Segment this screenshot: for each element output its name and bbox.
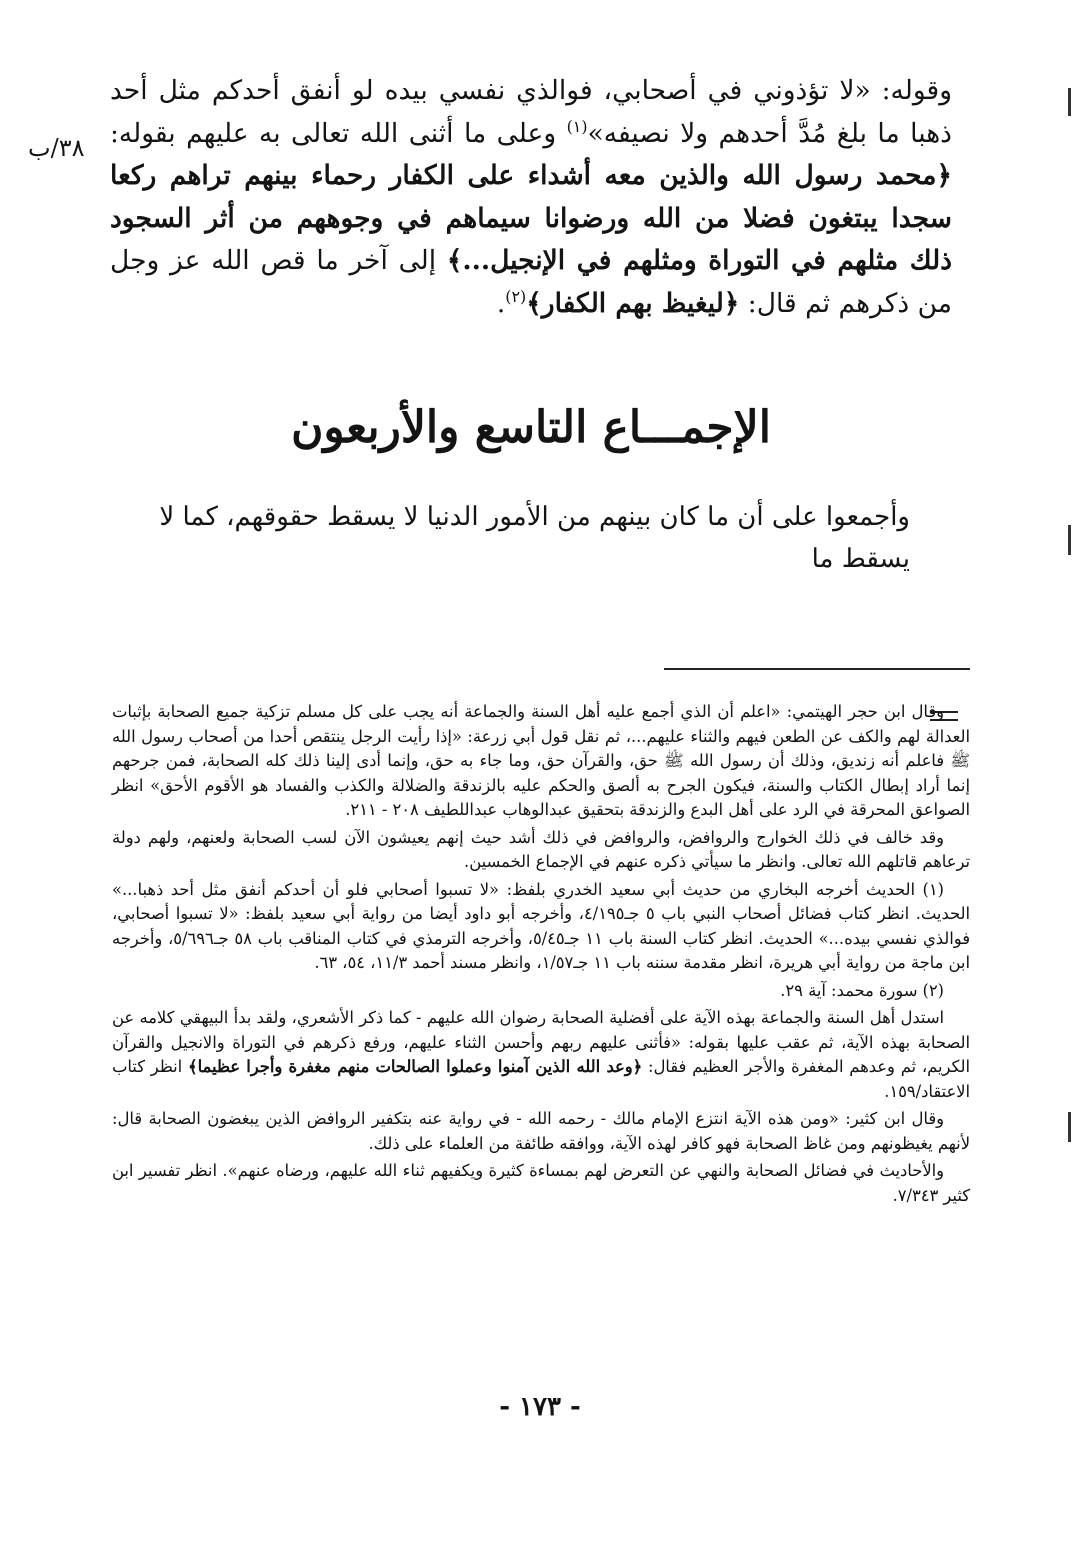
footnote-text: استدل أهل السنة والجماعة بهذه الآية على أفضلية الصحابة رضوان الله عليهم - كما ذكر الأشعري، ولقد بدأ البيهقي كلامه عن الصحابة بهذه الآية، ثم عقب عليها بقوله: «فأثنى عليهم ربهم وأحسن الثناء عليهم، ورفع ذكرهم في التوراة والانجيل والقرآن الكريم، ثم وعدهم المغفرة والأجر العظيم فقال: [112,1008,970,1076]
footnote-separator [664,668,970,670]
footnote-ref: (٢) [505,286,527,306]
footnote-ref: (١) [566,116,588,136]
page-edge-mark [1068,1112,1071,1142]
page-number: - ١٧٣ - [499,1392,581,1422]
footnote-2: (٢) سورة محمد: آية ٢٩. [780,980,944,1000]
quran-verse: ﴿وعد الله الذين آمنوا وعملوا الصالحات منهم مغفرة وأجرا عظيما﴾ [188,1057,643,1076]
main-text-part: وقوله: «لا تؤذوني في أصحابي، فوالذي نفسي بيده لو أنفق أحدكم مثل أحد ذهبا ما بلغ مُدَّ أحدهم ولا نصيفه» [110,75,952,149]
manuscript-folio-ref: ٣٨/ب [28,134,85,162]
main-text-part: وعلى ما أثنى الله تعالى به عليهم بقوله: [110,117,567,149]
page-edge-mark [1068,88,1071,116]
section-heading: الإجمـــاع التاسع والأربعون [291,402,771,453]
page-edge-mark [1068,525,1071,555]
quran-verse: ﴿محمد رسول الله والذين معه أشداء على الكفار رحماء بينهم تراهم ركعا سجدا يبتغون فضلا من الله ورضوانا سيماهم في وجوههم من أثر السجود ذلك مثلهم في التوراة ومثلهم في الإنجيل...﴾ [110,160,952,276]
main-text-part: . [496,287,506,319]
footnote-continuation: وقال ابن حجر الهيتمي: «اعلم أن الذي أجمع عليه أهل السنة والجماعة أنه يجب على كل مسلم تزكية جميع الصحابة بإثبات العدالة لهم والكف عن الطعن فيهم والثناء عليهم...، ثم نقل قول أبي زرعة: «إذا رأيت الرجل ينتقص أحدا من أصحاب رسول الله ﷺ فاعلم أنه زنديق، وذلك أن رسول الله ﷺ حق، والقرآن حق، وما جاء به حق، وإنما أدى إلينا ذلك كله الصحابة، فمن جرحهم إنما أراد إبطال الكتاب والسنة، فيكون الجرح به ألصق والحكم عليه بالزندقة والضلالة والكذب والفساد هو الأقوم الأحق» انظر الصواعق المحرقة في الرد على أهل البدع والزندقة بتحقيق عبدالوهاب عبداللطيف ٢٠٨ - ٢١١. [112,702,970,819]
footnote-1: (١) الحديث أخرجه البخاري من حديث أبي سعيد الخدري بلفظ: «لا تسبوا أصحابي فلو أن أحدكم أنفق مثل أحد ذهبا...» الحديث. انظر كتاب فضائل أصحاب النبي باب ٥ جـ٤/١٩٥، وأخرجه أبو داود أيضا من رواية أبي سعيد بلفظ: «لا تسبوا أصحابي، فوالذي نفسي بيده...» الحديث. انظر كتاب السنة باب ١١ جـ٥/٤٥، وأخرجه الترمذي في كتاب المناقب باب ٥٨ جـ٥/٦٩٦، وأخرجه ابن ماجة من رواية أبي هريرة، انظر مقدمة سننه باب ١١ جـ١/٥٧، وانظر مسند أحمد ١١/٣، ٥٤، ٦٣. [112,879,970,972]
footnotes [112,700,970,1211]
main-text-part: إلى آخر ما قص الله عز وجل من ذكرهم ثم قال: [110,245,952,319]
footnote-2-comment [112,1006,970,1104]
footnote-2-comment: والأحاديث في فضائل الصحابة والنهي عن التعرض لهم بمساءة كثيرة ويكفيهم ثناء الله عليهم، ورضاه عنهم». انظر تفسير ابن كثير ٧/٣٤٣. [112,1161,970,1205]
quran-verse: ﴿ليغيظ بهم الكفار﴾ [526,287,740,319]
footnote-2-comment: وقال ابن كثير: «ومن هذه الآية انتزع الإمام مالك - رحمه الله - في رواية عنه بتكفير الروافض الذين يبغضون الصحابة قال: لأنهم يغيظونهم ومن غاظ الصحابة فهو كافر لهذه الآية، ووافقه طائفة من العلماء على ذلك. [112,1109,970,1153]
main-paragraph [110,70,952,325]
intro-paragraph: وأجمعوا على أن ما كان بينهم من الأمور الدنيا لا يسقط حقوقهم، كما لا يسقط ما [159,502,910,574]
footnote-text: انظر كتاب الاعتقاد/١٥٩. [112,1057,970,1101]
footnote-continuation: وقد خالف في ذلك الخوارج والروافض، والروافض في ذلك أشد حيث إنهم يعيشون الآن لسب الصحابة ولعنهم، ولهم دولة ترعاهم قاتلهم الله تعالى. وانظر ما سيأتي ذكره عنهم في الإجماع الخمسين. [112,827,970,871]
